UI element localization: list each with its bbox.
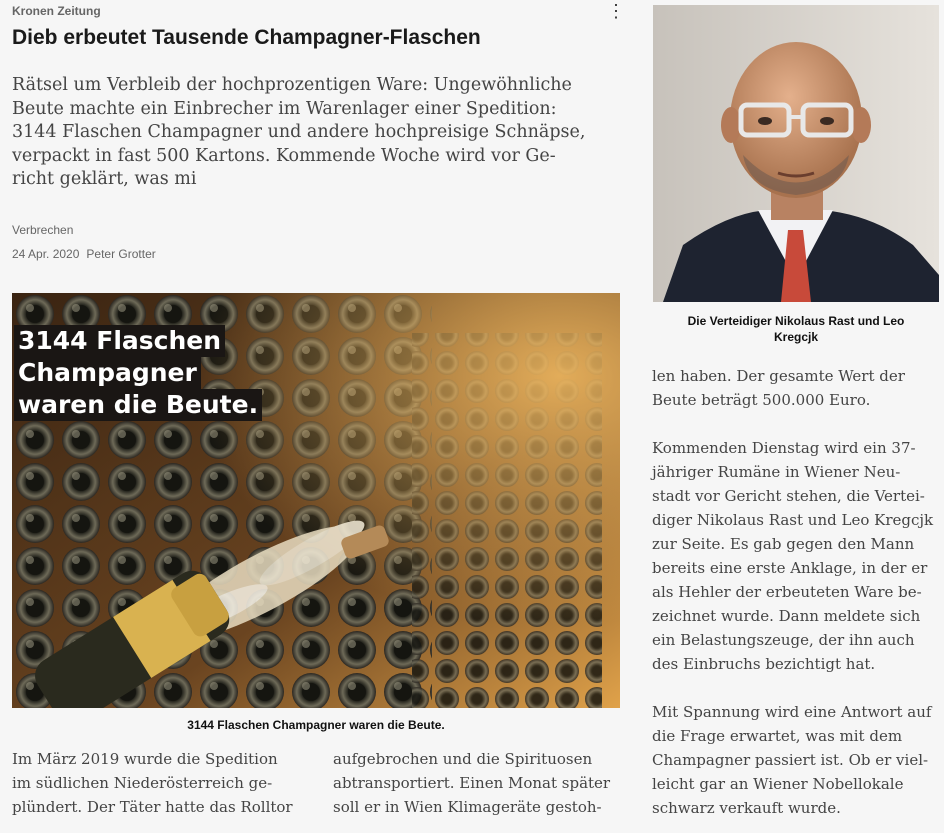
article-meta (12, 247, 156, 261)
body-line: Champagner passiert ist. Ob er viel- (652, 751, 929, 769)
article-date: 24 Apr. 2020 (12, 247, 80, 261)
body-line: Kommenden Dienstag wird ein 37- (652, 439, 916, 457)
overlay-line: waren die Beute. (14, 389, 262, 421)
portrait-caption (653, 313, 939, 345)
body-line: als Hehler der erbeuteten Ware be- (652, 583, 922, 601)
body-line: plündert. Der Täter hatte das Rolltor (12, 798, 293, 816)
body-line: diger Nikolaus Rast und Leo Kregcjk (652, 511, 934, 529)
article-lead (12, 74, 632, 192)
paragraph-gap (652, 412, 933, 436)
body-line: bereits eine erste Anklage, in der er (652, 559, 928, 577)
body-column-2 (333, 747, 610, 819)
body-line: zur Seite. Es gab gegen den Mann (652, 535, 915, 553)
body-line: Beute beträgt 500.000 Euro. (652, 391, 871, 409)
image-overlay-text (14, 325, 262, 421)
caption-line: Kregcjk (773, 330, 819, 344)
lead-line: 3144 Flaschen Champagner und andere hochpreisige Schnäpse, (12, 122, 586, 142)
lead-line: verpackt in fast 500 Kartons. Kommende Woche wird vor Ge- (12, 145, 556, 166)
portrait-illustration (653, 5, 939, 302)
body-line: len haben. Der gesamte Wert der (652, 367, 905, 385)
overlay-line: 3144 Flaschen (14, 325, 225, 357)
overlay-line: Champagner (14, 357, 201, 389)
body-line: die Frage erwartet, was mit dem (652, 727, 903, 745)
body-line: abtransportiert. Einen Monat später (333, 774, 611, 792)
more-options-icon[interactable]: ⋮ (607, 1, 625, 21)
body-line: jähriger Rumäne in Wiener Neu- (652, 463, 901, 481)
body-column-3 (652, 364, 933, 820)
body-line: Im März 2019 wurde die Spedition (12, 750, 278, 768)
body-line: zeichnet wurde. Dann meldete sich (652, 607, 921, 625)
image-caption: 3144 Flaschen Champagner waren die Beute. (187, 718, 445, 732)
lead-line: Rätsel um Verbleib der hochprozentigen Ware: Ungewöhnliche (12, 75, 572, 95)
body-column-1 (12, 747, 293, 819)
champagne-bottles-image (12, 293, 620, 708)
article-title: Dieb erbeutet Tausende Champagner-Flaschen (12, 26, 481, 49)
article-category[interactable]: Verbrechen (12, 223, 74, 237)
body-line: im südlichen Niederösterreich ge- (12, 774, 273, 792)
body-line: Mit Spannung wird eine Antwort auf (652, 703, 932, 721)
body-line: stadt vor Gericht stehen, die Vertei- (652, 487, 925, 505)
body-line: des Einbruchs bezichtigt hat. (652, 655, 876, 673)
body-line: soll er in Wien Klimageräte gestoh- (333, 798, 602, 816)
article-author[interactable]: Peter Grotter (86, 247, 156, 261)
body-line: schwarz verkauft wurde. (652, 799, 841, 817)
body-line: ein Belastungszeuge, der ihn auch (652, 631, 915, 649)
publication-name: Kronen Zeitung (12, 4, 101, 18)
lead-line: richt geklärt, was mi (12, 169, 197, 189)
body-line: aufgebrochen und die Spirituosen (333, 750, 593, 768)
defender-portrait-photo (653, 5, 939, 302)
lead-line: Beute machte ein Einbrecher im Warenlager einer Spedition: (12, 98, 557, 119)
paragraph-gap (652, 676, 933, 700)
body-line: leicht gar an Wiener Nobellokale (652, 775, 904, 793)
caption-line: Die Verteidiger Nikolaus Rast und Leo (687, 314, 905, 328)
